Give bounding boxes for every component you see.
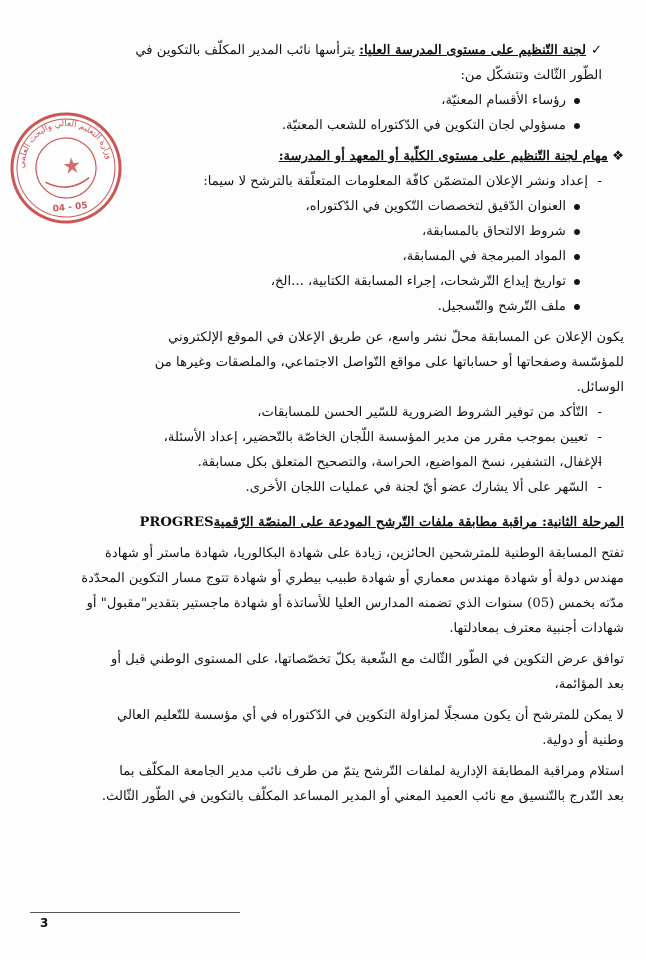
- dash-item-continuation: - الإغفال، التشفير، نسخ المواضيع، الحراسة، والتصحيح المتعلق بكل مسابقة.: [30, 450, 602, 475]
- dash-item: - إعداد ونشر الإعلان المتضمّن كافّة المعلومات المتعلّقة بالترشح لا سيما:: [30, 169, 602, 194]
- phase2-paragraph-1: تفتح المسابقة الوطنية للمترشحين الحائزين، زيادة على شهادة البكالوريا، شهادة ماستر أو شهادة مهندس دولة أو شهادة مهندس معماري أو شهادة طبيب بيطري أو شهادة تتوج مسار التكوين المحدّدة مدّته بخمس (05) سنوات الذي تضمنه المدارس العليا للأساتذة أو شهادة ماجستير بتقدير"مقبول" أو شهادات أجنبية معترف بمعادلتها.: [81, 546, 624, 636]
- section1-heading-line2: الطّور الثّالث وتتشكّل من:: [460, 68, 602, 83]
- document-body: [30, 38, 624, 809]
- dash-item: - السّهر على ألا يشارك عضو أيّ لجنة في عمليات اللجان الأخرى.: [30, 475, 602, 500]
- list-item: العنوان الدّقيق لتخصصات التّكوين في الدّكتوراه،: [30, 194, 582, 219]
- section2-list: [30, 194, 582, 319]
- phase2-paragraph-2: توافق عرض التكوين في الطّور الثّالث مع الشّعبة بكلّ تخصّصاتها، على المستوى الوطني قبل أو بعد المؤائمة،: [111, 652, 624, 692]
- list-item: شروط الالتحاق بالمسابقة،: [30, 219, 582, 244]
- list-item: تواريخ إيداع التّرشحات، إجراء المسابقة الكتابية، ...الخ،: [30, 269, 582, 294]
- list-item: المواد المبرمجة في المسابقة،: [30, 244, 582, 269]
- page-number: 3: [40, 916, 49, 930]
- checkmark-icon: ✓: [590, 43, 602, 58]
- dash-item: - تعيين بموجب مقرر من مدير المؤسسة اللّجان الخاصّة بالتّحضير، إعداد الأسئلة،: [30, 425, 602, 450]
- section2-heading: ❖مهام لجنة التّنظيم على مستوى الكلّية أو المعهد أو المدرسة:: [30, 144, 624, 169]
- section2-dash-list-2: [30, 400, 602, 500]
- section1-heading: ✓لجنة التّنظيم على مستوى المدرسة العليا: يترأسها نائب المدير المكلّف بالتكوين في: [30, 38, 602, 63]
- platform-name: PROGRES: [139, 515, 214, 530]
- phase2-paragraph-4: استلام ومراقبة المطابقة الإدارية لملفات التّرشح يتمّ من طرف نائب مدير الجامعة المكلّف بما بعد التّدرج بالتّنسيق مع نائب العميد المعني أو المدير المساعد المكلّف بالتكوين في الطّور الثّالث.: [101, 764, 624, 804]
- phase2-heading: المرحلة الثانية: مراقبة مطابقة ملفات التّرشح المودعة على المنصّة الرّقميةPROGRES: [139, 515, 624, 530]
- list-item: رؤساء الأقسام المعنيّة،: [30, 88, 582, 113]
- list-item: ملف التّرشح والتّسجيل.: [30, 294, 582, 319]
- stamp-text: وزارة التعليم العالي والبحث العلمي: [16, 118, 114, 169]
- footer-divider: [30, 912, 240, 913]
- stamp-code: 04 - 05: [52, 200, 89, 215]
- diamond-bullet-icon: ❖: [612, 149, 624, 164]
- section2-dash-list: [30, 169, 602, 194]
- section1-list: [30, 88, 582, 138]
- announcement-paragraph: يكون الإعلان عن المسابقة محلّ نشر واسع، عن طريق الإعلان في الموقع الإلكتروني للمؤسّسة وصفحاتها أو حساباتها على مواقع التّواصل الاجتماعي، والملصقات وغيرها من الوسائل.: [154, 330, 624, 395]
- dash-item: - التّأكد من توفير الشروط الضرورية للسّير الحسن للمسابقات،: [30, 400, 602, 425]
- phase2-paragraph-3: لا يمكن للمترشح أن يكون مسجلًا لمزاولة التكوين في الدّكتوراه في أي مؤسسة للتّعليم العالي وطنية أو دولية.: [116, 708, 624, 748]
- list-item: مسؤولي لجان التكوين في الدّكتوراه للشعب المعنيّة.: [30, 113, 582, 138]
